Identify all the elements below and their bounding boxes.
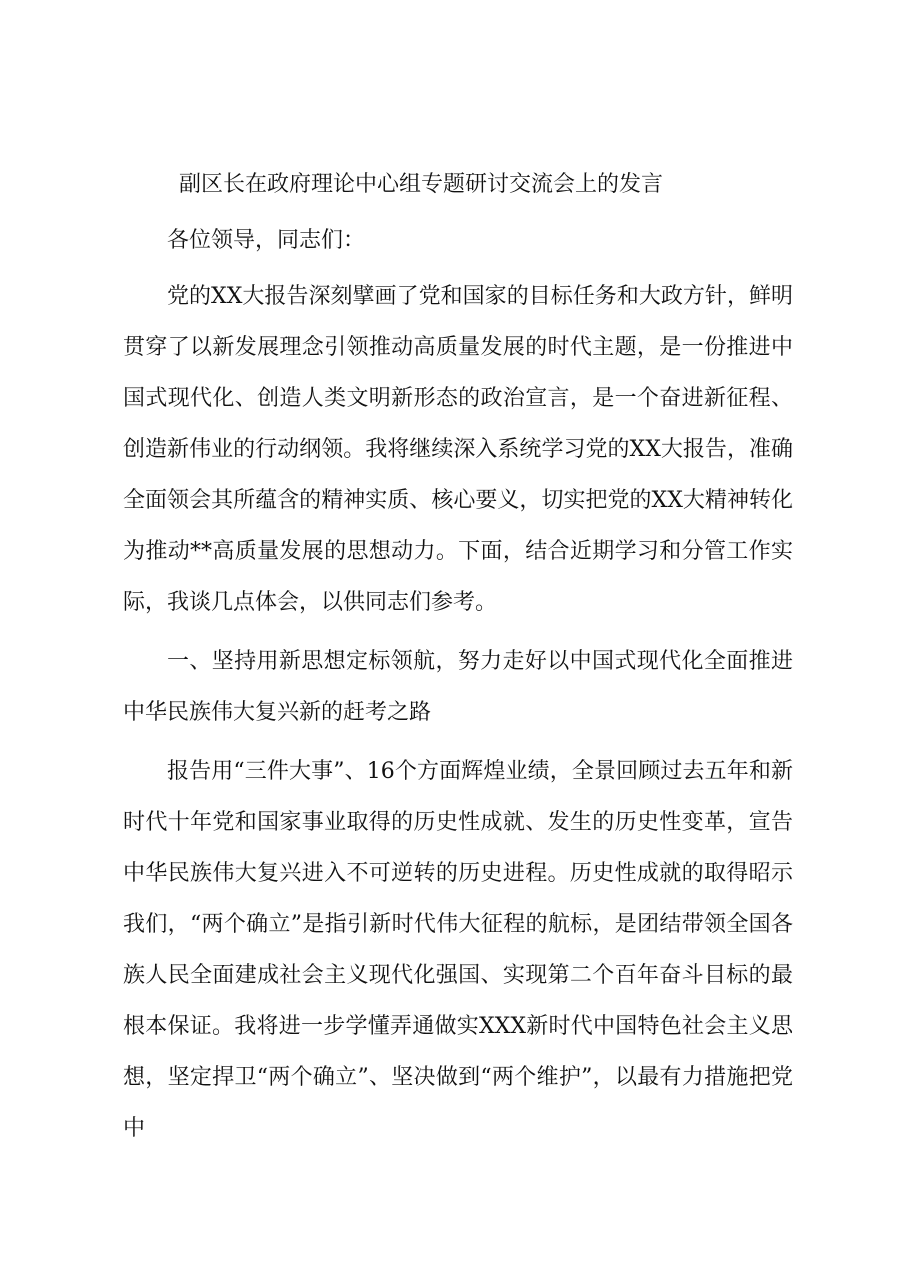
section-heading-1: 一、坚持用新思想定标领航，努力走好以中国式现代化全面推进中华民族伟大复兴新的赶考之路 — [123, 649, 793, 725]
document-title: 副区长在政府理论中心组专题研讨交流会上的发言 — [179, 172, 664, 197]
salutation: 各位领导，同志们： — [167, 228, 366, 253]
paragraph-section-1: 报告用“三件大事”、16个方面辉煌业绩，全景回顾过去五年和新时代十年党和国家事业取得的历史性成就、发生的历史性变革，宣告中华民族伟大复兴进入不可逆转的历史进程。历史性成就的取得昭示我们，“两个确立”是指引新时代伟大征程的航标，是团结带领全国各族人民全面建成社会主义现代化强国、实现第二个百年奋斗目标的最根本保证。我将进一步学懂弄通做实XXX新时代中国特色社会主义思想，坚定捍卫“两个确立”、坚决做到“两个维护”，以最有力措施把党中 — [123, 759, 793, 1141]
paragraph-intro: 党的XX大报告深刻擘画了党和国家的目标任务和大政方针，鲜明贯穿了以新发展理念引领推动高质量发展的时代主题，是一份推进中国式现代化、创造人类文明新形态的政治宣言，是一个奋进新征程、创造新伟业的行动纲领。我将继续深入系统学习党的XX大报告，准确全面领会其所蕴含的精神实质、核心要义，切实把党的XX大精神转化为推动**高质量发展的思想动力。下面，结合近期学习和分管工作实际，我谈几点体会，以供同志们参考。 — [123, 284, 793, 615]
document-body — [123, 157, 793, 1162]
